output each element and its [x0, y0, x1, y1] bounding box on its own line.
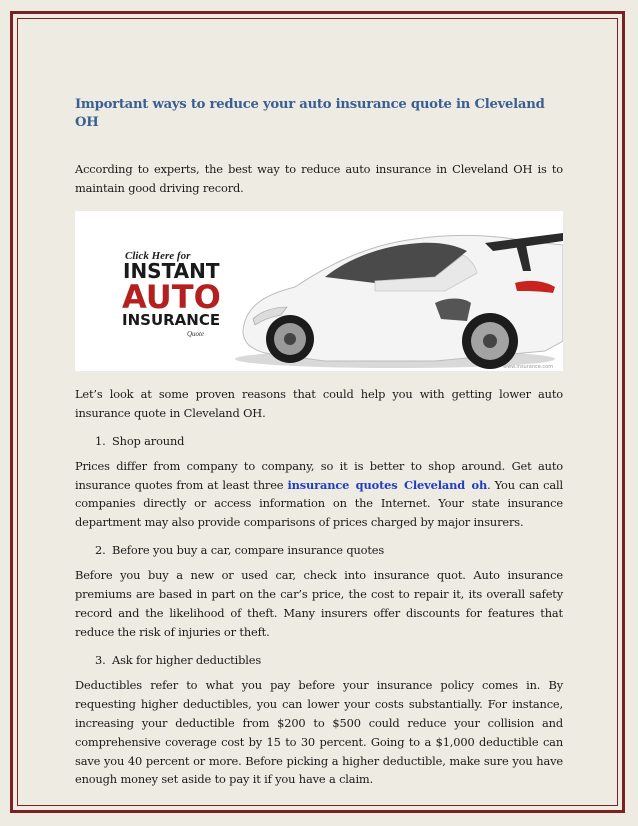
list-heading: Shop around	[112, 433, 185, 448]
list-item-2	[95, 541, 563, 559]
white-sports-car-image	[75, 211, 563, 371]
logo-click-line: Click Here for	[125, 249, 191, 262]
section-3-body: Deductibles refer to what you pay before your insurance policy comes in. By requesting higher deductibles, you can lower your costs substantially. For instance, increasing your deductible from $200 to $500 could reduce your collision and comprehensive coverage cost by 15 to 30 percent. Going to a $1,000 deductible can save you 40 percent or more. Before picking a higher deductible, make sure you have enough money set aside to pay it if you have a claim.	[75, 677, 563, 787]
lead-paragraph: Let’s look at some proven reasons that could help you with getting lower auto insurance quote in Cleveland OH.	[75, 386, 563, 420]
list-number: 3.	[95, 652, 106, 667]
image-watermark: www.insurance.com	[503, 363, 554, 370]
insurance-banner[interactable]	[75, 211, 563, 371]
body-text: . You can call companies directly or access information on the Internet. Your state insurance department may also provide comparisons of prices charged by major insurers.	[75, 477, 563, 530]
car-icon	[235, 233, 563, 369]
document-page	[75, 96, 563, 789]
section-1-body	[75, 457, 563, 533]
list-item-1	[95, 432, 563, 450]
list-item-3	[95, 651, 563, 669]
insurance-quotes-link[interactable]: insurance quotes Cleveland oh	[287, 477, 488, 492]
logo-line-instant: INSTANT	[123, 258, 220, 283]
intro-paragraph: According to experts, the best way to reduce auto insurance in Cleveland OH is to maintain good driving record.	[75, 162, 563, 195]
list-heading: Before you buy a car, compare insurance quotes	[112, 543, 385, 558]
logo-line-quote: Quote	[187, 329, 205, 338]
logo-line-insurance: INSURANCE	[122, 310, 221, 329]
logo-line-auto: AUTO	[122, 277, 221, 316]
section-2-body: Before you buy a new or used car, check into insurance quot. Auto insurance premiums are based in part on the car’s price, the cost to repair it, its overall safety record and the likelihood of theft. Many insurers offer discounts for features that reduce the risk of injuries or theft.	[75, 568, 563, 639]
body-text: Prices differ from company to company, so it is better to shop around. Get auto insurance quotes from at least three	[75, 458, 563, 492]
list-heading: Ask for higher deductibles	[112, 652, 262, 667]
page-title: Important ways to reduce your auto insurance quote in Cleveland OH	[75, 97, 545, 130]
list-number: 2.	[95, 543, 106, 558]
list-number: 1.	[95, 433, 106, 448]
